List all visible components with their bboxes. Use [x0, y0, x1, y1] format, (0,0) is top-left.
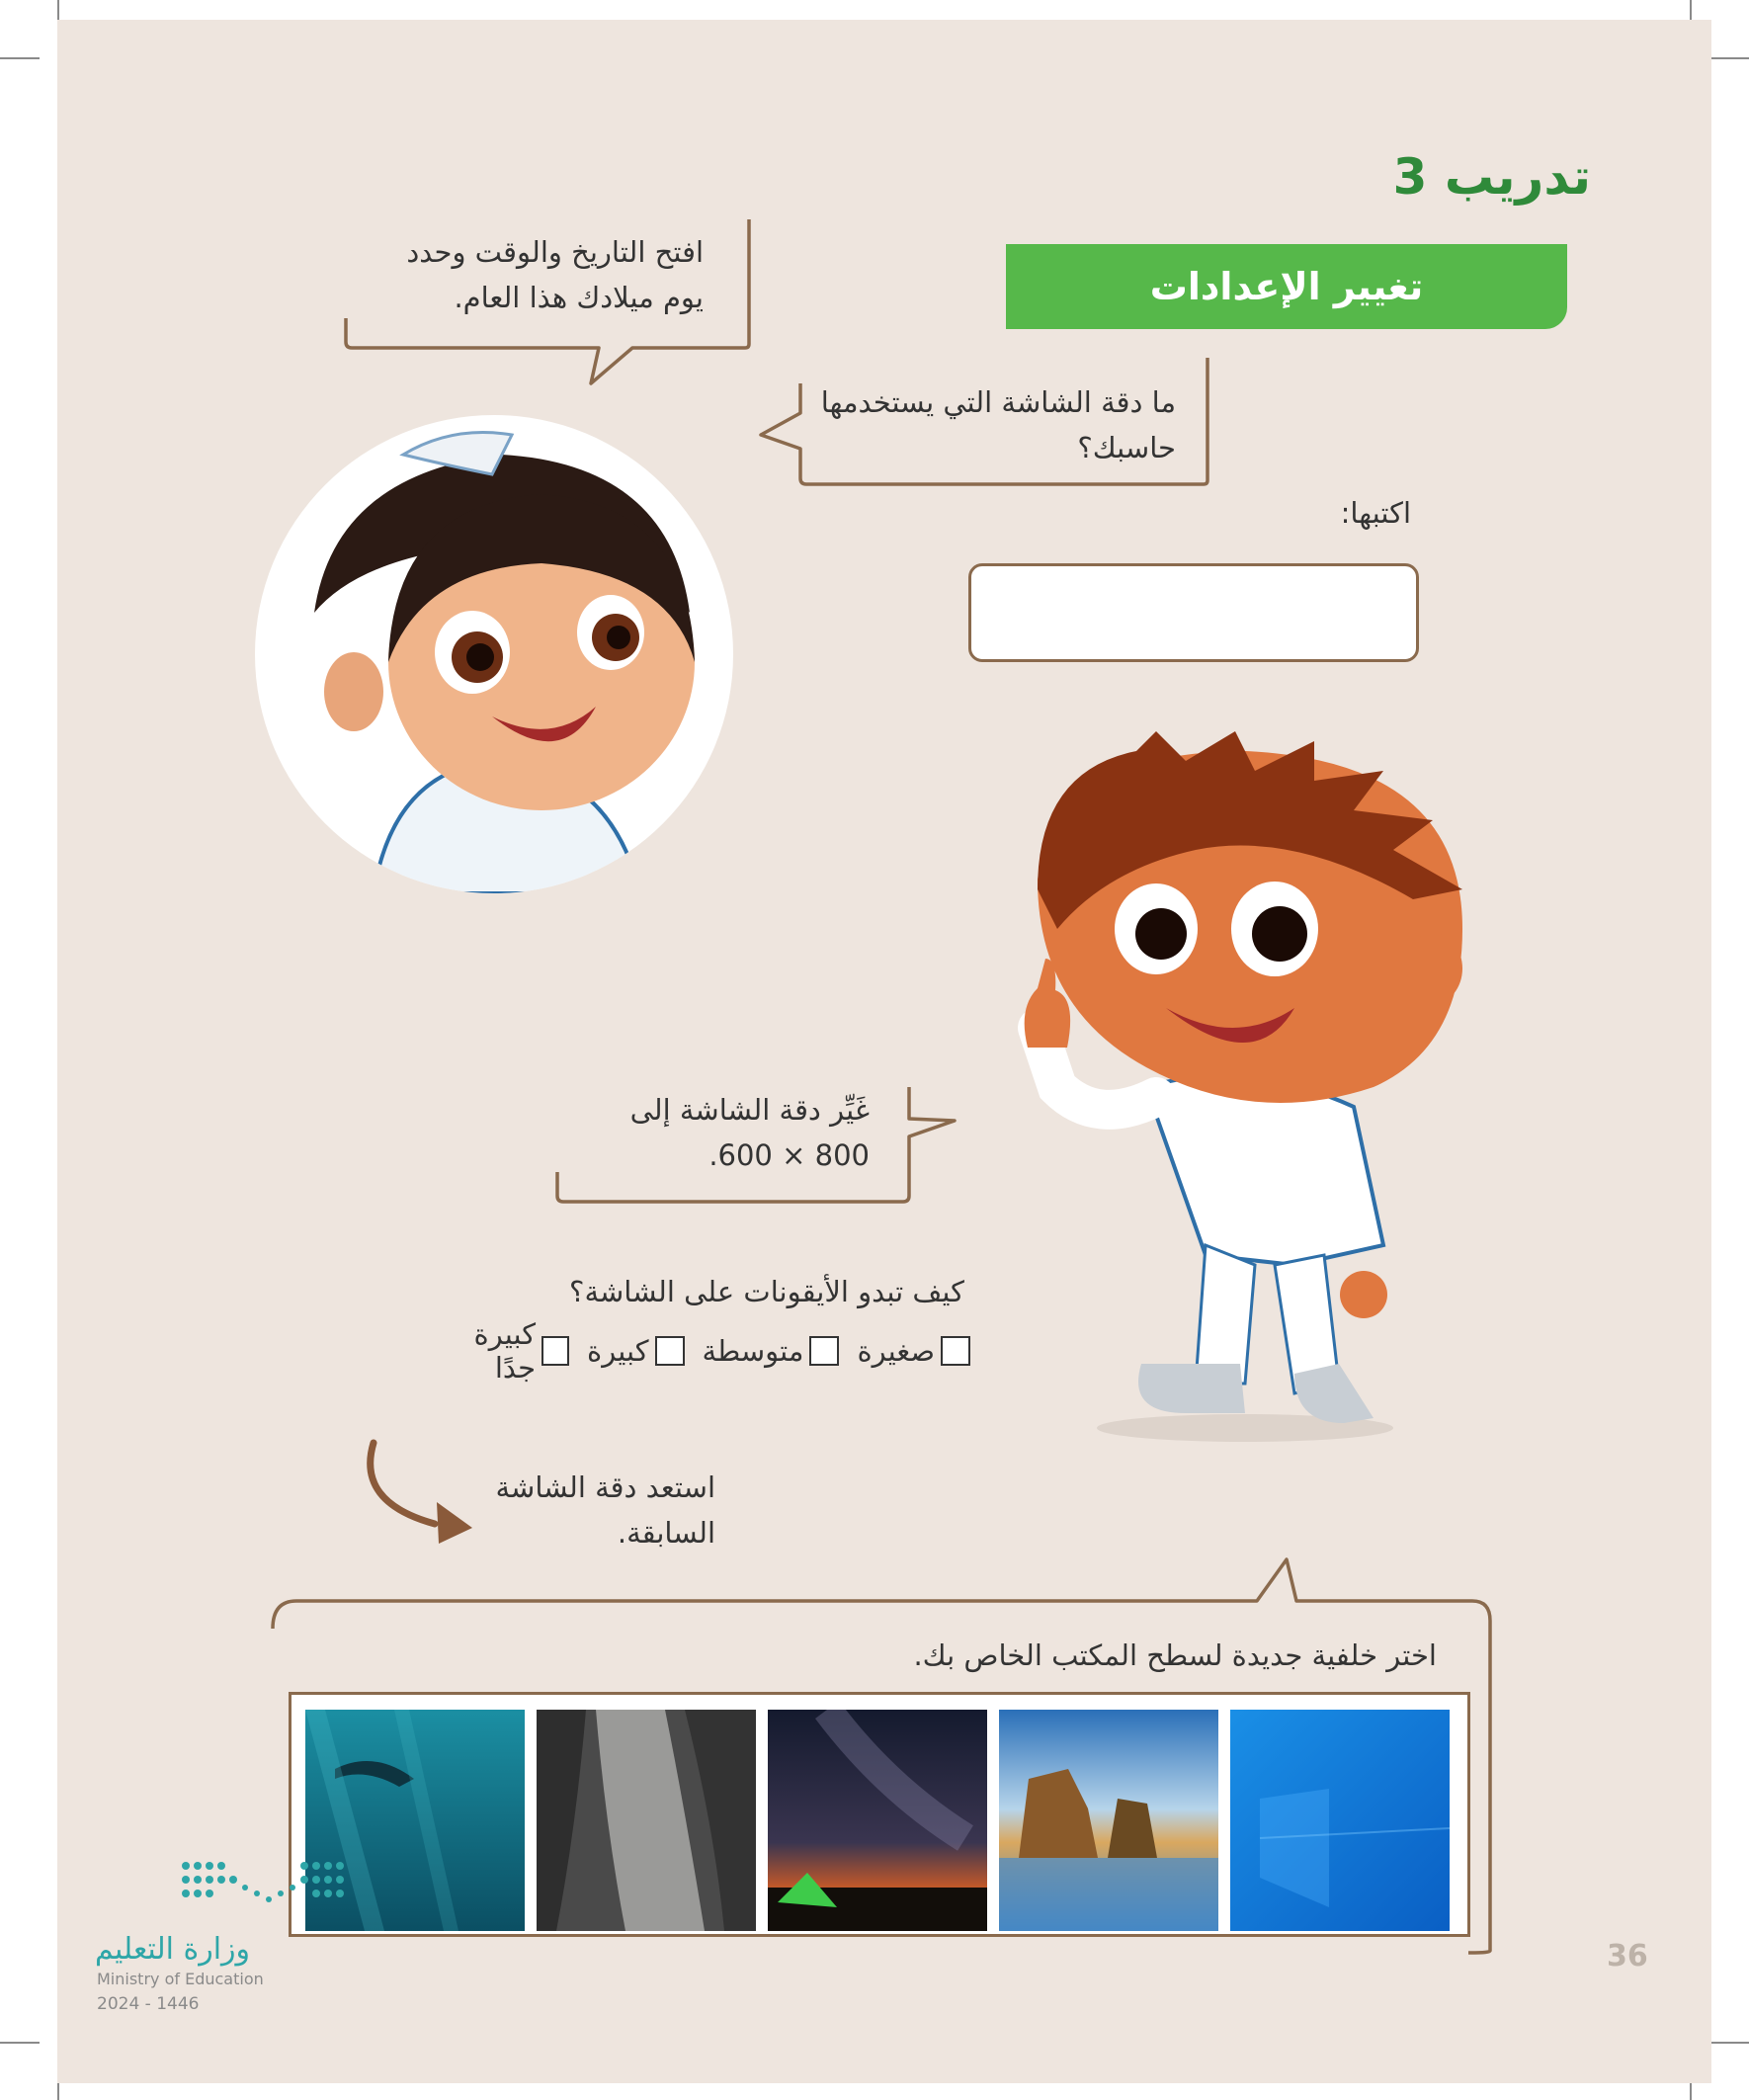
resolution-answer-input[interactable]: [968, 563, 1419, 662]
change-bubble-line: 800 × 600.: [708, 1138, 870, 1172]
ministry-logo-icon: [178, 1858, 356, 1913]
option-label: صغيرة: [857, 1334, 935, 1368]
checkbox[interactable]: [541, 1336, 569, 1366]
checkbox[interactable]: [655, 1336, 685, 1366]
restore-text: [439, 1465, 715, 1555]
section-banner-label: تغيير الإعدادات: [1149, 265, 1424, 308]
checkbox[interactable]: [941, 1336, 970, 1366]
wallpaper-gallery: [289, 1692, 1470, 1937]
restore-line: السابقة.: [617, 1516, 715, 1550]
page-number: 36: [1607, 1939, 1648, 1974]
section-banner: [1006, 244, 1567, 329]
exercise-title: تدريب 3: [1392, 148, 1591, 206]
option-label: كبيرة: [587, 1334, 649, 1368]
background-instruction: اختر خلفية جديدة لسطح المكتب الخاص بك.: [913, 1638, 1437, 1672]
ministry-name-ar: وزارة التعليم: [95, 1932, 251, 1967]
date-bubble-text: [368, 229, 704, 320]
girl-avatar-illustration: [255, 415, 733, 893]
change-bubble-text: [553, 1087, 870, 1178]
question-bubble-line: ما دقة الشاشة التي يستخدمها: [820, 385, 1176, 419]
wallpaper-rock-wall[interactable]: [537, 1710, 756, 1931]
change-bubble-line: غَيِّر دقة الشاشة إلى: [629, 1093, 870, 1127]
icon-size-options: [415, 1317, 970, 1385]
ministry-year: 2024 - 1446: [97, 1994, 200, 2014]
checkbox[interactable]: [809, 1336, 839, 1366]
option-label: متوسطة: [702, 1334, 804, 1368]
option-label: كبيرة جدًا: [473, 1317, 537, 1385]
date-bubble-line: افتح التاريخ والوقت وحدد: [406, 235, 704, 269]
icons-question: كيف تبدو الأيقونات على الشاشة؟: [569, 1275, 964, 1308]
wallpaper-night-sky-tent[interactable]: [768, 1710, 987, 1931]
curved-arrow-icon: [371, 1443, 435, 1524]
write-label: اكتبها:: [1340, 496, 1411, 530]
question-bubble-line: حاسبك؟: [1077, 431, 1176, 464]
restore-line: استعد دقة الشاشة: [495, 1470, 715, 1504]
question-bubble-text: [781, 379, 1176, 470]
option-very-large[interactable]: [433, 1317, 569, 1385]
ministry-name-en: Ministry of Education: [97, 1970, 264, 1988]
option-large[interactable]: [587, 1334, 685, 1368]
wallpaper-beach-rocks[interactable]: [999, 1710, 1218, 1931]
date-bubble-line: يوم ميلادك هذا العام.: [454, 281, 704, 314]
option-medium[interactable]: [703, 1334, 840, 1368]
wallpaper-windows-blue[interactable]: [1230, 1710, 1450, 1931]
boy-character-illustration: [998, 731, 1492, 1443]
option-small[interactable]: [857, 1334, 970, 1368]
